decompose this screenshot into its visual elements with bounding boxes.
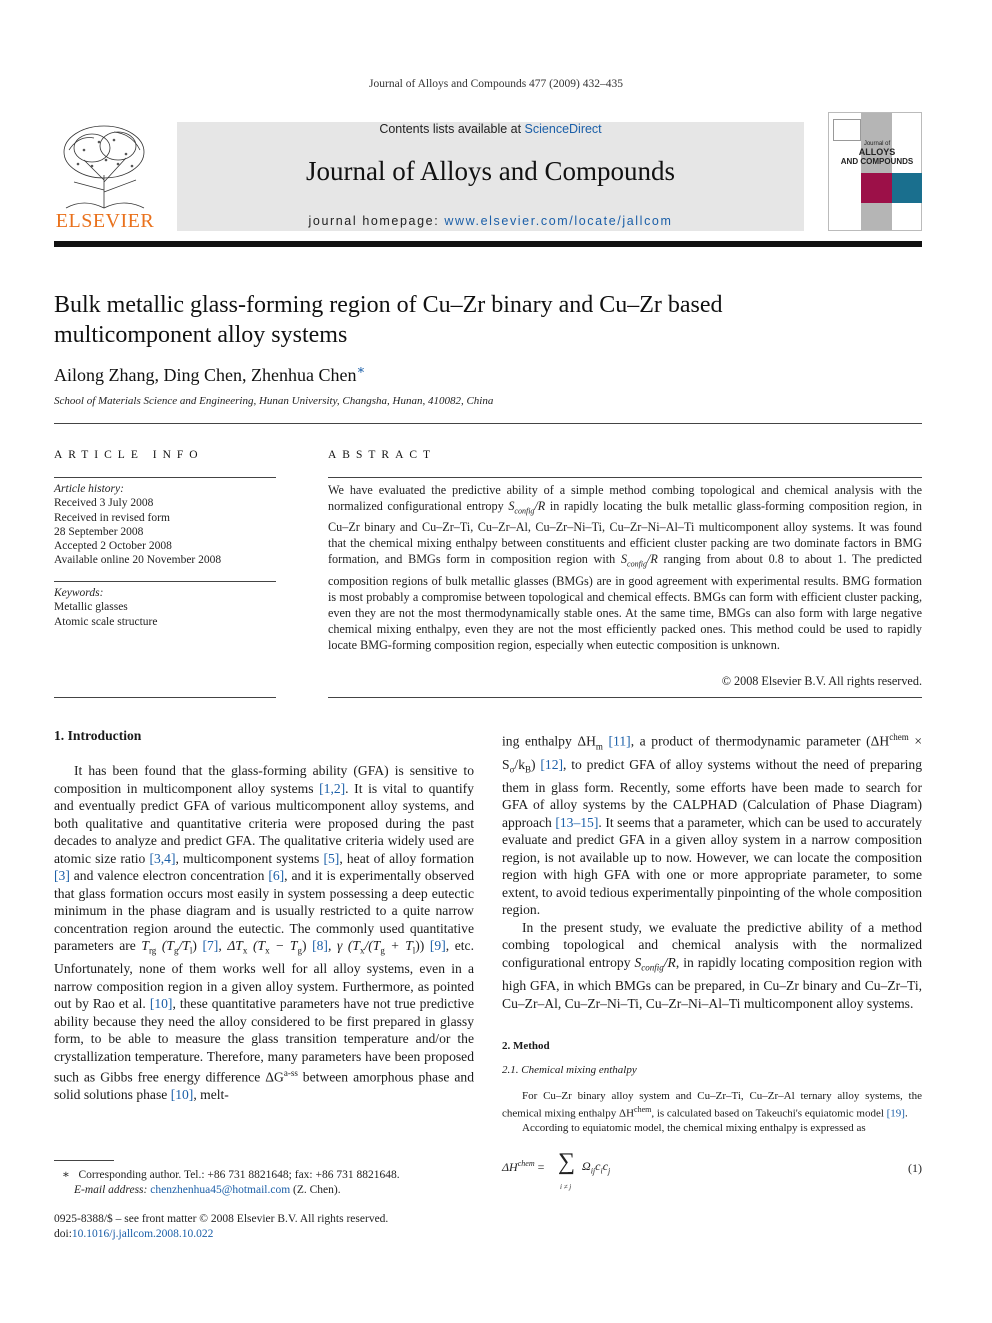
over-r: /R — [663, 954, 676, 970]
cover-title-line2: ALLOYS — [858, 147, 896, 157]
text-run: ) — [192, 938, 203, 953]
citation-link[interactable]: [3] — [54, 868, 70, 883]
running-head: Journal of Alloys and Compounds 477 (2009) 432–435 — [369, 78, 623, 90]
text-run: In the present study, we evaluate the predictive ability of a method combing topological and chemical analysis with the normalized configurational entropy — [502, 919, 922, 970]
intro-heading: 1. Introduction — [54, 728, 142, 743]
math-symbol: (T — [156, 938, 174, 953]
math-symbol: T — [141, 938, 149, 953]
cover-publisher-mark — [833, 119, 861, 141]
email-link[interactable]: chenzhenhua45@hotmail.com — [150, 1183, 291, 1196]
sciencedirect-link[interactable]: ScienceDirect — [524, 122, 602, 136]
authors-text: Ailong Zhang, Ding Chen, Zhenhua Chen — [54, 365, 357, 385]
equation-lhs — [502, 1159, 544, 1175]
math-symbol: /(T — [364, 938, 381, 953]
history-label: Article history: — [54, 483, 124, 495]
abstract-text — [328, 482, 922, 653]
math-symbol: , γ (T — [327, 938, 360, 953]
math-sup: chem — [634, 1105, 652, 1114]
math-sub: g — [380, 945, 385, 956]
text-run: . — [904, 1107, 908, 1120]
footnote-mark: ∗ — [62, 1169, 70, 1181]
corresponding-author-mark[interactable]: ∗ — [356, 362, 366, 377]
journal-cover — [828, 112, 922, 231]
text-run: , multicomponent systems — [175, 850, 324, 866]
cover-teal-block — [892, 173, 922, 203]
email-suffix: (Z. Chen). — [290, 1183, 341, 1196]
cover-title — [832, 141, 922, 166]
text-run: , to predict GFA of alloy systems without the need of preparing them in glass form. Recently, some efforts have been made to search for GFA of alloy systems by the CALPHAD (Calculation of Phase Diagram) approach — [502, 756, 922, 830]
sconfig-symbol: S — [634, 954, 642, 970]
citation-link[interactable]: [7] — [202, 938, 219, 953]
citation-link[interactable]: [3,4] — [149, 850, 176, 866]
text-run: , and it is experimentally observed that glass formation occurs most easily in system possessing a deep eutectic minimum in the phase diagram and is usually restricted to a quite narrow concentration region around the eutectic. The commonly used quantitative parameters are — [54, 868, 474, 953]
math-sub: l — [412, 945, 416, 956]
text-run: ) — [531, 756, 541, 772]
contents-prefix: Contents lists available at — [379, 122, 525, 136]
math-sub: m — [595, 741, 603, 752]
history-line: 28 September 2008 — [54, 525, 144, 538]
article-info-bottom-rule — [54, 697, 276, 698]
article-history — [54, 482, 276, 568]
equation-intro: According to equiatomic model, the chemical mixing enthalpy is expressed as — [522, 1121, 866, 1134]
text-run: It has been found that the glass-forming ability (GFA) is sensitive to composition in multicomponent alloy systems — [54, 763, 474, 796]
eq-sup: chem — [517, 1159, 535, 1168]
equation-1 — [502, 1149, 922, 1195]
abstract-part: ranging from about 0.8 to about 1. The predicted composition regions of bulk metallic glasses (BMGs) are in good agreement with experimental results. BMG formation is most probably a compromise between topological and chemical effects. BMGs can form with efficient cluster packing, even they are not the most thermodynamically stable ones. At the same time, BMGs can also form with large negative chemical mixing enthalpy, even they are not the most efficiently packed ones. This method could be used to rapidly locate BMG-forming composition region, especially when eutectic composition is unknown. — [328, 552, 923, 652]
doi-prefix: doi: — [54, 1228, 72, 1240]
math-sub: rg — [148, 945, 157, 956]
text-run: , in rapidly locating composition region with high GFA, in which BMGs can be prepared, in Cu–Zr binary and Cu–Zr–Ti, Cu–Zr–Al, Cu–Zr–Ni–Ti, Cu–Zr–Ni–Al–Ti multicomponent alloy systems. — [502, 954, 922, 1011]
history-line: Available online 20 November 2008 — [54, 554, 222, 567]
sum-subscript: i ≠ j — [560, 1183, 572, 1191]
cover-gray-band — [861, 113, 892, 230]
equation-number: (1) — [908, 1161, 922, 1175]
sconfig-sub: config — [641, 962, 664, 973]
intro-paragraph — [54, 762, 474, 1104]
eq-equals: = — [534, 1160, 545, 1174]
keyword-item: Metallic glasses — [54, 601, 128, 614]
text-run: )) — [415, 938, 430, 953]
text-run: , melt- — [193, 1087, 229, 1103]
math-symbol: , ΔT — [218, 938, 243, 953]
sconfig-symbol: S — [508, 499, 515, 513]
eq-symbol: Ω — [582, 1159, 591, 1173]
text-run: , a product of thermodynamic parameter (ΔH — [630, 733, 890, 749]
citation-link[interactable]: [10] — [149, 996, 173, 1012]
math-symbol: /T — [178, 938, 190, 953]
footnote — [54, 1168, 474, 1197]
over-r: /R — [534, 499, 546, 513]
method-paragraph — [502, 1089, 922, 1135]
abstract-part: in rapidly locating the bulk metallic glass-forming composition region, in Cu–Zr binary and Cu–Zr–Ti, Cu–Zr–Al, Cu–Zr–Ni–Ti, Cu–Zr–Ni–Al–Ti multicomponent alloy systems. It was found that the chemical mixing enthalpy between constituents and efficient cluster packing are two dominate factors in BMG formation, and BMGs form in composition region with — [328, 499, 922, 567]
keywords-label: Keywords: — [54, 587, 104, 599]
math-sub: l — [189, 945, 193, 956]
keywords — [54, 586, 276, 629]
text-run: , etc. Unfortunately, none of them works well for all alloy systems, even in a narrow composition region in a given alloy system. Furthermore, as pointed out by Rao et al. — [54, 938, 474, 1012]
citation-link[interactable]: [9] — [429, 938, 446, 953]
history-line: Accepted 2 October 2008 — [54, 540, 172, 553]
front-matter — [54, 1212, 474, 1242]
cover-title-line3: AND COMPOUNDS — [840, 157, 914, 166]
affiliation: School of Materials Science and Engineering, Hunan University, Changsha, Hunan, 410082, China — [54, 395, 494, 407]
title-divider — [54, 423, 922, 424]
math-symbol: − T — [269, 938, 298, 953]
elsevier-wordmark: ELSEVIER — [55, 210, 155, 232]
eq-symbol: c — [595, 1159, 601, 1173]
math-sub: g — [297, 945, 302, 956]
article-title: Bulk metallic glass-forming region of Cu–Zr binary and Cu–Zr based multicomponent alloy systems — [54, 292, 723, 348]
article-info-heading: ARTICLE INFO — [54, 449, 204, 461]
text-run: /k — [514, 756, 525, 772]
keyword-item: Atomic scale structure — [54, 615, 158, 628]
text-run: ing enthalpy ΔH — [502, 733, 596, 749]
eq-sub: i — [600, 1166, 603, 1176]
text-run: , these quantitative parameters have not true predictive ability because they need the alloy considered to be first prepared in glassy form, to be able to measure the glass transition temperature and/or the crystallization temperature. Therefore, many parameters have been proposed such as Gibbs free energy difference ΔG — [54, 996, 474, 1085]
citation-link[interactable]: [1,2] — [319, 780, 346, 796]
text-run: . It seems that a parameter, which can be used to accurately evaluate and predict GFA in a given alloy system in a narrow composition region, is not available up to now. However, we can locate the composition region with high GFA with one or more appropriate parameter, to some extent, to avoid tedious experimentally pinpointing of the whole composition region. — [502, 814, 922, 918]
email-label: E-mail address: — [74, 1183, 151, 1196]
citation-link[interactable]: [8] — [312, 938, 328, 953]
math-symbol: + T — [384, 938, 413, 953]
math-sub: x — [359, 945, 365, 956]
text-run: , heat of alloy formation — [339, 850, 475, 866]
citation-link[interactable]: [5] — [323, 850, 340, 866]
citation-link[interactable]: [12] — [540, 756, 564, 772]
citation-link[interactable]: [10] — [170, 1087, 194, 1103]
sconfig-sub: config — [514, 506, 535, 516]
abstract-bottom-rule — [328, 697, 922, 698]
cover-magenta-block — [861, 173, 892, 203]
text-run: For Cu–Zr binary alloy system and Cu–Zr–Ti, Cu–Zr–Al ternary alloy systems, the chemical mixing enthalpy ΔH — [502, 1090, 922, 1120]
equation-rhs — [582, 1159, 610, 1175]
text-run: , is calculated based on Takeuchi's equiatomic model — [651, 1107, 887, 1120]
keywords-rule — [54, 581, 276, 582]
elsevier-logo — [54, 120, 156, 232]
journal-homepage — [177, 214, 804, 228]
author-list — [54, 362, 365, 386]
over-r: /R — [647, 552, 658, 567]
homepage-prefix: journal homepage: — [308, 214, 445, 228]
eq-sub: ij — [590, 1166, 596, 1176]
math-symbol: (T — [247, 938, 266, 953]
text-run: ) — [301, 938, 313, 953]
eq-symbol: ΔH — [502, 1160, 518, 1174]
abstract-part: We have evaluated the predictive ability of a simple method combing topological and chemical analysis with the normalized configurational entropy — [328, 483, 922, 513]
header-divider — [54, 241, 922, 247]
citation-link[interactable]: [19] — [886, 1107, 905, 1120]
citation-link[interactable]: [6] — [268, 868, 285, 883]
issn-line: 0925-8388/$ – see front matter © 2008 Elsevier B.V. All rights reserved. — [54, 1213, 389, 1225]
sconfig-symbol: S — [620, 552, 628, 567]
doi-link[interactable]: 10.1016/j.jallcom.2008.10.022 — [71, 1228, 214, 1240]
sconfig-sub: config — [627, 559, 648, 569]
citation-link[interactable]: [11] — [608, 733, 631, 749]
footnote-rule — [54, 1160, 114, 1161]
math-sub: g — [174, 945, 179, 956]
math-sub: σ — [509, 764, 515, 775]
copyright-line: © 2008 Elsevier B.V. All rights reserved. — [721, 674, 922, 688]
footnote-text: Corresponding author. Tel.: +86 731 8821648; fax: +86 731 8821648. — [78, 1169, 400, 1181]
homepage-link[interactable]: www.elsevier.com/locate/jallcom — [444, 214, 673, 228]
citation-link[interactable]: [13–15] — [555, 814, 599, 830]
cover-title-line1: Journal of — [863, 141, 891, 147]
article-info-rule — [54, 477, 276, 478]
subsection-heading: 2.1. Chemical mixing enthalpy — [502, 1064, 637, 1076]
math-sub: x — [265, 945, 270, 956]
math-sub: x — [242, 945, 248, 956]
text-run: . It is vital to quantify and eventually predict GFA of various multicomponent alloy systems, and both qualitative and quantitative criteria were proposed during the past decades to analyze and predict GFA. The qualitative criteria widely used are atomic size ratio — [54, 780, 474, 866]
method-heading: 2. Method — [502, 1040, 550, 1052]
right-column — [502, 729, 922, 1012]
abstract-rule — [328, 477, 922, 478]
history-line: Received in revised form — [54, 511, 170, 524]
text-run: × S — [502, 733, 922, 772]
math-sup: chem — [889, 732, 909, 742]
contents-line — [177, 122, 804, 136]
eq-sub: j — [608, 1166, 611, 1176]
text-run: and valence electron concentration — [69, 868, 269, 883]
math-sup: a-ss — [283, 1068, 298, 1079]
math-sub: B — [525, 764, 532, 775]
text-run: between amorphous phase and solid solutions phase — [54, 1069, 474, 1103]
eq-symbol: c — [602, 1159, 609, 1173]
abstract-heading: ABSTRACT — [328, 449, 437, 461]
journal-title: Journal of Alloys and Compounds — [306, 156, 675, 186]
history-line: Received 3 July 2008 — [54, 497, 154, 510]
sum-symbol: ∑ — [558, 1149, 576, 1175]
